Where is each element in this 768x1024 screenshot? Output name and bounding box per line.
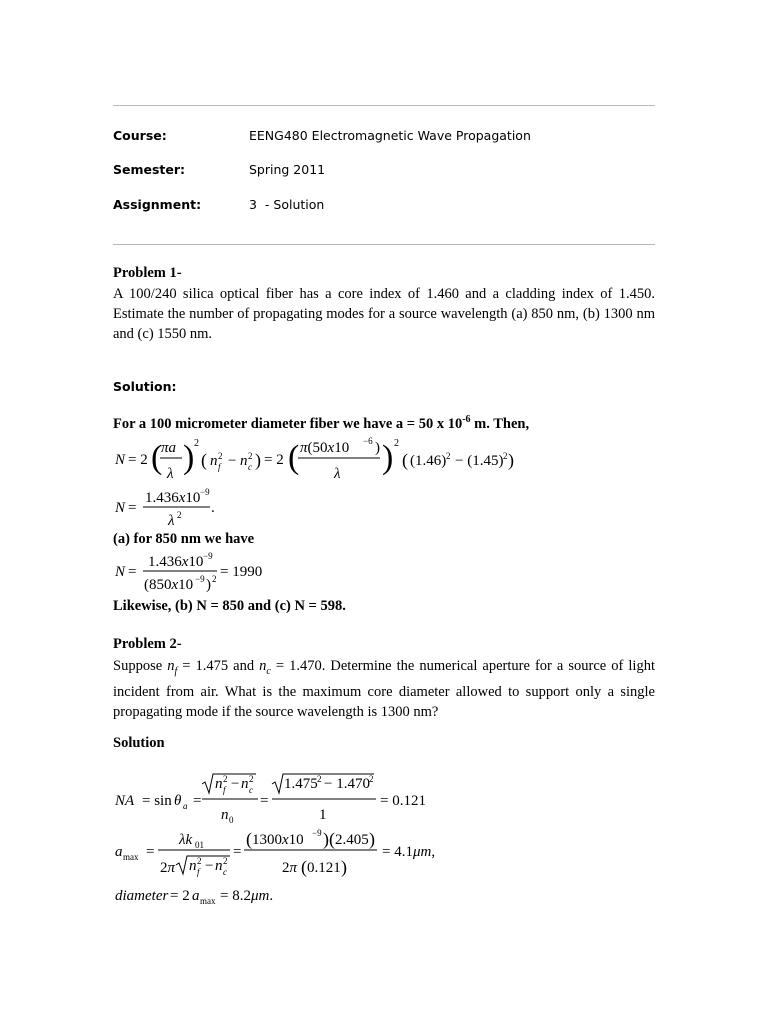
svg-text:λ: λ: [168, 513, 175, 529]
nc-symbol: n: [259, 658, 267, 674]
nf-symbol: n: [167, 658, 175, 674]
svg-text:−9: −9: [195, 574, 205, 584]
svg-text:2: 2: [503, 451, 508, 461]
diameter-line-text: For a 100 micrometer diameter fiber we have a = 50 x 10: [113, 415, 463, 432]
svg-text:): ): [382, 439, 394, 476]
header-divider: [113, 244, 655, 245]
svg-text:N: N: [115, 500, 126, 516]
part-a-equation: [110, 550, 310, 594]
svg-text:2: 2: [394, 438, 399, 449]
svg-text:− 1.470: − 1.470: [324, 776, 370, 792]
svg-text:−: −: [205, 858, 214, 874]
assignment-value: 3 - Solution: [249, 197, 325, 212]
problem2-title: Problem 2-: [113, 636, 182, 652]
svg-text:2: 2: [248, 451, 253, 461]
svg-text:2: 2: [212, 574, 217, 584]
svg-text:): ): [183, 439, 195, 476]
svg-text:2π: 2π: [282, 860, 298, 876]
svg-text:θ: θ: [174, 793, 182, 809]
svg-text:−: −: [231, 776, 240, 792]
svg-text:=: =: [233, 844, 242, 860]
svg-text:a: a: [192, 888, 200, 904]
problem2-text: [113, 656, 655, 722]
svg-text:2: 2: [194, 438, 199, 449]
svg-text:2: 2: [249, 774, 254, 784]
svg-text:(: (: [301, 857, 307, 877]
svg-text:= 4.1μm,: = 4.1μm,: [382, 844, 436, 860]
problem2-text-end: = 1.470. Determine the numerical aperture for a source of light incident from air. What is the maximum core diameter allowed to support only a single propagating mode if the source wavelength is 1300 nm?: [113, 658, 655, 720]
max-core-radius-equation: [112, 826, 442, 882]
nc-subscript: c: [266, 665, 271, 677]
svg-text:2: 2: [369, 774, 374, 784]
svg-text:= sin: = sin: [142, 793, 172, 809]
svg-text:max: max: [200, 896, 216, 906]
nf-subscript: f: [174, 665, 178, 677]
svg-text:): ): [375, 440, 380, 456]
svg-text:01: 01: [195, 840, 204, 850]
svg-text:n: n: [210, 453, 218, 469]
svg-text:2: 2: [317, 774, 322, 784]
svg-text:n: n: [240, 453, 248, 469]
svg-text:−9: −9: [203, 551, 213, 561]
problem2-solution-label: Solution: [113, 735, 165, 751]
svg-text:−: −: [228, 453, 237, 469]
numerical-aperture-equation: [112, 770, 462, 824]
svg-text:2: 2: [197, 856, 202, 866]
svg-text:n: n: [221, 807, 229, 823]
problem1-title: Problem 1-: [113, 265, 182, 281]
svg-text:=: =: [260, 793, 269, 809]
svg-text:1.436x10: 1.436x10: [148, 554, 204, 570]
svg-text:= 2: = 2: [128, 452, 148, 468]
svg-text:): ): [369, 829, 375, 849]
svg-text:): ): [206, 577, 211, 593]
diameter-equation: [112, 884, 312, 908]
diameter-line-tail: m. Then,: [470, 415, 530, 432]
mode-count-simplified-equation: [110, 486, 310, 530]
top-divider: [113, 105, 655, 106]
svg-text:): ): [341, 857, 347, 877]
svg-text:= 2: = 2: [264, 452, 284, 468]
svg-text:1.436x10: 1.436x10: [145, 490, 201, 506]
svg-text:(: (: [402, 450, 408, 470]
problem1-text: A 100/240 silica optical fiber has a core index of 1.460 and a cladding index of 1.450. Estimate the number of propagating modes for a source wavelength (a) 850 nm, (b) 1300 nm and (c) 1550 nm.: [113, 286, 655, 342]
svg-text:πa: πa: [161, 440, 177, 456]
svg-text:λk: λk: [179, 832, 193, 848]
svg-text:= 2: = 2: [170, 888, 190, 904]
svg-text:π(50x10: π(50x10: [300, 440, 350, 456]
svg-text:= 1990: = 1990: [220, 564, 263, 580]
svg-text:0.121: 0.121: [307, 860, 341, 876]
svg-text:2: 2: [177, 510, 182, 520]
svg-text:f: f: [197, 867, 200, 877]
svg-text:−9: −9: [312, 828, 322, 838]
svg-text:2: 2: [446, 451, 451, 461]
course-label: Course:: [113, 128, 167, 143]
svg-text:a: a: [115, 844, 123, 860]
svg-text:1: 1: [319, 807, 327, 823]
problem2-text-mid: = 1.475 and: [177, 658, 260, 674]
svg-text:): ): [508, 450, 514, 470]
svg-text:)(: )(: [323, 829, 335, 849]
svg-text:−6: −6: [363, 436, 373, 446]
svg-text:2π: 2π: [160, 860, 176, 876]
problem2-text-start: Suppose: [113, 658, 168, 674]
svg-text:(: (: [288, 439, 300, 476]
svg-text:f: f: [218, 462, 221, 472]
problem1-solution-label: Solution:: [113, 379, 177, 394]
svg-text:(: (: [201, 450, 207, 470]
svg-text:=: =: [146, 844, 155, 860]
svg-text:= 8.2μm.: = 8.2μm.: [220, 888, 274, 904]
svg-text:max: max: [123, 852, 139, 862]
svg-text:λ: λ: [334, 466, 341, 482]
svg-text:.: .: [211, 500, 215, 516]
svg-text:a: a: [183, 801, 188, 811]
svg-text:− (1.45): − (1.45): [455, 453, 504, 469]
svg-text:c: c: [248, 462, 252, 472]
svg-text:(: (: [151, 439, 163, 476]
svg-text:(1.46): (1.46): [410, 453, 447, 469]
svg-text:N: N: [115, 452, 126, 468]
part-a-label: (a) for 850 nm we have: [113, 531, 255, 547]
svg-text:n: n: [215, 776, 223, 792]
svg-text:2: 2: [218, 451, 223, 461]
svg-text:n: n: [215, 858, 223, 874]
svg-text:= 0.121: = 0.121: [380, 793, 426, 809]
svg-text:=: =: [193, 793, 202, 809]
svg-text:0: 0: [229, 815, 234, 825]
svg-text:−9: −9: [200, 487, 210, 497]
svg-text:(850x10: (850x10: [144, 577, 194, 593]
problem1-diameter-line: [113, 414, 529, 433]
svg-text:n: n: [241, 776, 249, 792]
svg-text:n: n: [189, 858, 197, 874]
svg-text:f: f: [223, 785, 226, 795]
svg-text:(: (: [246, 829, 252, 849]
course-value: EENG480 Electromagnetic Wave Propagation: [249, 128, 531, 143]
svg-text:1300x10: 1300x10: [252, 832, 304, 848]
svg-text:): ): [255, 450, 261, 470]
assignment-label: Assignment:: [113, 197, 202, 212]
svg-text:c: c: [249, 785, 253, 795]
svg-text:=: =: [128, 564, 137, 580]
svg-text:NA: NA: [115, 793, 135, 809]
svg-text:2.405: 2.405: [335, 832, 369, 848]
svg-text:c: c: [223, 867, 227, 877]
svg-text:λ: λ: [167, 466, 174, 482]
svg-text:2: 2: [223, 774, 228, 784]
svg-text:diameter: diameter: [115, 888, 169, 904]
semester-value: Spring 2011: [249, 162, 326, 177]
mode-count-equation: [110, 432, 514, 488]
semester-label: Semester:: [113, 162, 186, 177]
svg-text:N: N: [115, 564, 126, 580]
likewise-result: Likewise, (b) N = 850 and (c) N = 598.: [113, 598, 346, 614]
svg-text:1.475: 1.475: [284, 776, 318, 792]
svg-text:=: =: [128, 500, 137, 516]
svg-text:2: 2: [223, 856, 228, 866]
diameter-exponent: -6: [462, 414, 471, 425]
